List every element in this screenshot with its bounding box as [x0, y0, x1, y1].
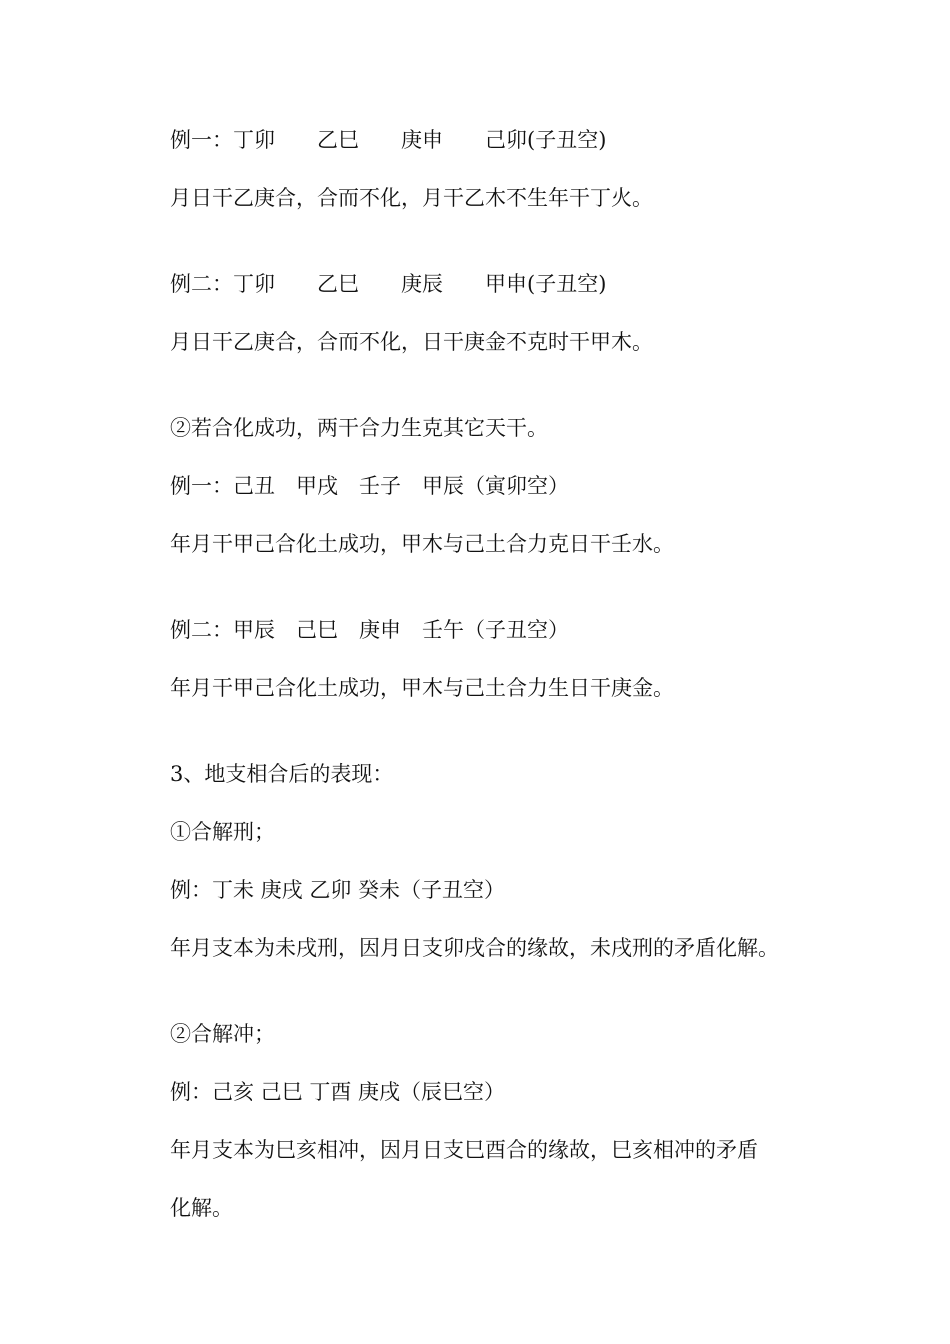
- example-2-pillars: 例二：丁卯 乙巳 庚辰 甲申(子丑空): [170, 272, 607, 296]
- example-1-explanation: 月日干乙庚合，合而不化，月干乙木不生年干丁火。: [170, 186, 653, 210]
- point-1-heading: ①合解刑；: [170, 820, 275, 844]
- example-2-explanation: 月日干乙庚合，合而不化，日干庚金不克时干甲木。: [170, 330, 653, 354]
- example-3-pillars: 例一：己丑 甲戌 壬子 甲辰（寅卯空）: [170, 474, 569, 498]
- example-4-pillars: 例二：甲辰 己巳 庚申 壬午（子丑空）: [170, 618, 569, 642]
- example-6-pillars: 例：己亥 己巳 丁酉 庚戌（辰巳空）: [170, 1080, 506, 1104]
- example-6-explanation: 年月支本为巳亥相冲，因月日支巳酉合的缘故，巳亥相冲的矛盾: [170, 1138, 758, 1162]
- section-3-heading: 3、地支相合后的表现：: [170, 762, 394, 786]
- example-5-pillars: 例：丁未 庚戌 乙卯 癸未（子丑空）: [170, 878, 506, 902]
- example-3-explanation: 年月干甲己合化土成功，甲木与己土合力克日干壬水。: [170, 532, 674, 556]
- example-1-pillars: 例一：丁卯 乙巳 庚申 己卯(子丑空): [170, 128, 607, 152]
- example-4-explanation: 年月干甲己合化土成功，甲木与己土合力生日干庚金。: [170, 676, 674, 700]
- point-2b-heading: ②合解冲；: [170, 1022, 275, 1046]
- example-5-explanation: 年月支本为未戌刑，因月日支卯戌合的缘故，未戌刑的矛盾化解。: [170, 936, 779, 960]
- point-2-heading: ②若合化成功，两干合力生克其它天干。: [170, 416, 548, 440]
- example-6-explanation-cont: 化解。: [170, 1196, 233, 1220]
